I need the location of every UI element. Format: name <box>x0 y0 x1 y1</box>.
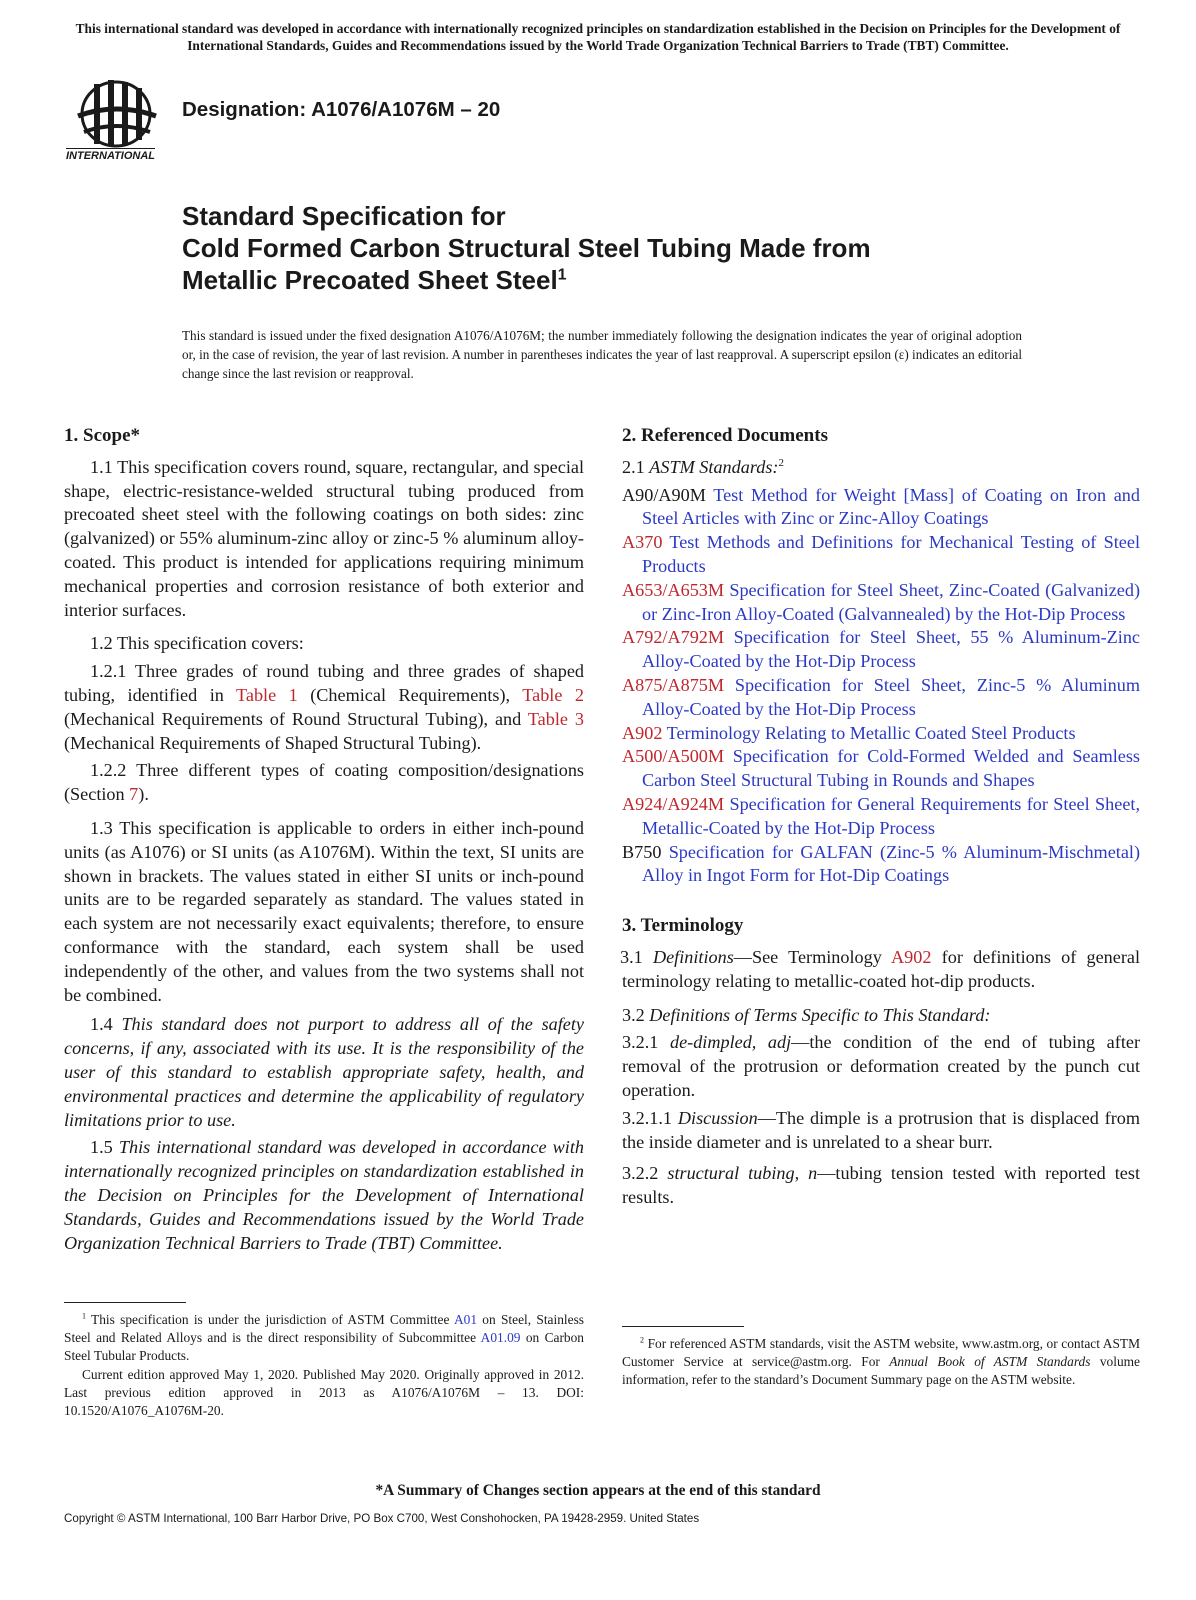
reference-title-link[interactable]: Specification for GALFAN (Zinc-5 % Aluminum-Mischmetal) Alloy in Ingot Form for Hot-Dip Coatings <box>642 841 1141 886</box>
footnote-2: $^2$ For referenced ASTM standards, visit the ASTM website, www.astm.org, or contact ASTM Customer Service at service@astm.org. For Annual Book of ASTM Standards volume information, refer to the standard’s Document Summary page on the ASTM website. <box>622 1326 1140 1390</box>
footnote-1: $^1$ This specification is under the jurisdiction of ASTM Committee A01 on Steel, Stainless Steel and Related Alloys and is the direct responsibility of Subcommittee A01.09 on Carbon Steel Tubular Products. Current edition approved May 1, 2020. Published May 2020. Originally approved in 2012. Last previous edition approved in 2013 as A1076/A1076M – 13. DOI: 10.1520/A1076_A1076M-20. <box>64 1302 584 1420</box>
para-1-2-1: 1.2.1 Three grades of round tubing and three grades of shaped tubing, identified in Table 1 (Chemical Requirements), Table 2 (Mechanical Requirements of Round Structural Tubing), and Table 3 (Mechanical Requirements of Shaped Structural Tubing). <box>64 661 584 753</box>
footnote-rule <box>622 1326 744 1327</box>
reference-item <box>622 745 1140 793</box>
para-3-2: 3.2 Definitions of Terms Specific to This Standard: <box>622 1004 991 1025</box>
para-3-1: 3.1 Definitions—See Terminology A902 for definitions of general terminology relating to metallic-coated hot-dip products. <box>620 946 1141 991</box>
reference-item <box>622 531 1140 579</box>
reference-code-link[interactable]: A653/A653M <box>622 579 725 600</box>
a902-link[interactable]: A902 <box>891 946 932 967</box>
a01-link[interactable]: A01 <box>453 1312 478 1327</box>
para-3-2-1: 3.2.1 de-dimpled, adj—the condition of the end of tubing after removal of the protrusion or deformation created by the punch cut operation. <box>622 1032 1140 1100</box>
section-1-heading: 1. Scope* <box>64 425 140 446</box>
preamble: This standard is issued under the fixed designation A1076/A1076M; the number immediately following the designation indicates the year of original adoption or, in the case of revision, the year of last revision. A number in parentheses indicates the year of last reapproval. A superscript epsilon (ε) indicates an editorial change since the last revision or reapproval. <box>182 328 1022 381</box>
table-3-link[interactable]: Table 3 <box>527 708 584 729</box>
title-line-2: Cold Formed Carbon Structural Steel Tubing Made from <box>182 233 871 263</box>
reference-title-link[interactable]: Specification for General Requirements for Steel Sheet, Metallic-Coated by the Hot-Dip Process <box>642 793 1141 838</box>
copyright: Copyright © ASTM International, 100 Barr Harbor Drive, PO Box C700, West Conshohocken, PA 19428-2959. United States <box>64 1512 700 1525</box>
header-notice: This international standard was developed in accordance with internationally recognized principles on standardization established in the Decision on Principles for the Development of International Standards, Guides and Recommendations issued by the World Trade Organization Technical Barriers to Trade (TBT) Committee. <box>75 21 1121 53</box>
title-footnote-mark[interactable]: 1 <box>557 266 567 284</box>
reference-code-link[interactable]: B750 <box>622 841 662 862</box>
para-3-2-2: 3.2.2 structural tubing, n—tubing tension tested with reported test results. <box>622 1163 1141 1208</box>
table-2-link[interactable]: Table 2 <box>522 684 584 705</box>
logo-caption: INTERNATIONAL <box>66 150 156 162</box>
para-1-5: 1.5 This international standard was developed in accordance with internationally recognized principles on standardization established in the Decision on Principles for the Development of International Standards, Guides and Recommendations issued by the World Trade Organization Technical Barriers to Trade (TBT) Committee. <box>64 1137 585 1253</box>
para-2-1: 2.1 ASTM Standards:$^2$ <box>622 456 784 477</box>
section-3-heading: 3. Terminology <box>622 915 744 937</box>
reference-item <box>622 626 1140 674</box>
para-1-1: 1.1 This specification covers round, square, rectangular, and special shape, electric-resistance-welded structural tubing produced from precoated sheet steel with the following coatings on both sides: zinc (galvanized) or 55% aluminum-zinc alloy or zinc-5 % aluminum alloy-coated. This product is intended for applications requiring minimum mechanical properties and corrosion resistance of both exterior and interior surfaces. <box>64 456 584 620</box>
a01-09-link[interactable]: A01.09 <box>480 1330 521 1346</box>
reference-code-link[interactable]: A875/A875M <box>622 674 725 695</box>
reference-code-link[interactable]: A924/A924M <box>622 793 725 814</box>
para-1-2: 1.2 This specification covers: <box>90 633 304 654</box>
left-column <box>64 424 584 1259</box>
para-1-4: 1.4 This standard does not purport to address all of the safety concerns, if any, associated with its use. It is the responsibility of the user of this standard to establish appropriate safety, health, and environmental practices and determine the applicability of regulatory limitations prior to use. <box>64 1014 584 1130</box>
astm-logo <box>64 76 174 166</box>
reference-title-link[interactable]: Specification for Cold-Formed Welded and Seamless Carbon Steel Structural Tubing in Rounds and Shapes <box>642 746 1141 791</box>
reference-title-link[interactable]: Test Methods and Definitions for Mechanical Testing of Steel Products <box>642 532 1140 576</box>
summary-note: *A Summary of Changes section appears at the end of this standard <box>375 1482 821 1499</box>
reference-code-link[interactable]: A90/A90M <box>622 484 706 505</box>
para-3-2-1-1: 3.2.1.1 Discussion—The dimple is a protrusion that is displaced from the inside diameter and is unrelated to a shear burr. <box>622 1107 1141 1152</box>
reference-item <box>622 484 1140 532</box>
reference-code-link[interactable]: A792/A792M <box>622 627 725 648</box>
reference-item <box>622 841 1140 889</box>
reference-title-link[interactable]: Specification for Steel Sheet, Zinc-5 % Aluminum Alloy-Coated by the Hot-Dip Process <box>642 674 1140 719</box>
reference-item <box>622 793 1140 841</box>
para-1-2-2: 1.2.2 Three different types of coating composition/designations (Section 7). <box>64 760 584 805</box>
designation: Designation: A1076/A1076M – 20 <box>182 98 501 121</box>
title-line-3: Metallic Precoated Sheet Steel$^1$ <box>182 265 567 295</box>
para-1-3: 1.3 This specification is applicable to orders in either inch-pound units (as A1076) or SI units (as A1076M). Within the text, SI units are shown in brackets. The values stated in either SI units or inch-pound units are to be regarded separately as standard. The values stated in each system are not necessarily exact equivalents; therefore, to ensure conformance with the standard, each system shall be used independently of the other, and values from the two systems shall not be combined. <box>64 817 584 1005</box>
reference-code-link[interactable]: A500/A500M <box>622 746 725 767</box>
reference-title-link[interactable]: Specification for Steel Sheet, 55 % Aluminum-Zinc Alloy-Coated by the Hot-Dip Process <box>642 627 1140 672</box>
reference-item <box>622 722 1140 746</box>
footnote-1-edition: Current edition approved May 1, 2020. Published May 2020. Originally approved in 2012. Last previous edition approved in 2013 as A1076/A1076M – 13. DOI: 10.1520/A1076_A1076M-20. <box>64 1366 584 1419</box>
title-line-1: Standard Specification for <box>182 201 506 231</box>
reference-list <box>622 484 1140 889</box>
document-title <box>182 200 871 296</box>
section-2-heading: 2. Referenced Documents <box>622 425 828 446</box>
reference-code-link[interactable]: A370 <box>622 532 663 553</box>
right-column <box>622 424 1140 1214</box>
section-7-link[interactable]: 7 <box>129 784 139 805</box>
reference-title-link[interactable]: Terminology Relating to Metallic Coated Steel Products <box>666 722 1076 743</box>
table-1-link[interactable]: Table 1 <box>236 684 298 705</box>
reference-title-link[interactable]: Test Method for Weight [Mass] of Coating on Iron and Steel Articles with Zinc or Zinc-Alloy Coatings <box>642 484 1140 529</box>
footnote-rule <box>64 1302 186 1303</box>
reference-code-link[interactable]: A902 <box>622 722 663 743</box>
reference-item <box>622 579 1140 627</box>
reference-item <box>622 674 1140 722</box>
reference-title-link[interactable]: Specification for Steel Sheet, Zinc-Coated (Galvanized) or Zinc-Iron Alloy-Coated (Galvannealed) by the Hot-Dip Process <box>642 579 1141 624</box>
